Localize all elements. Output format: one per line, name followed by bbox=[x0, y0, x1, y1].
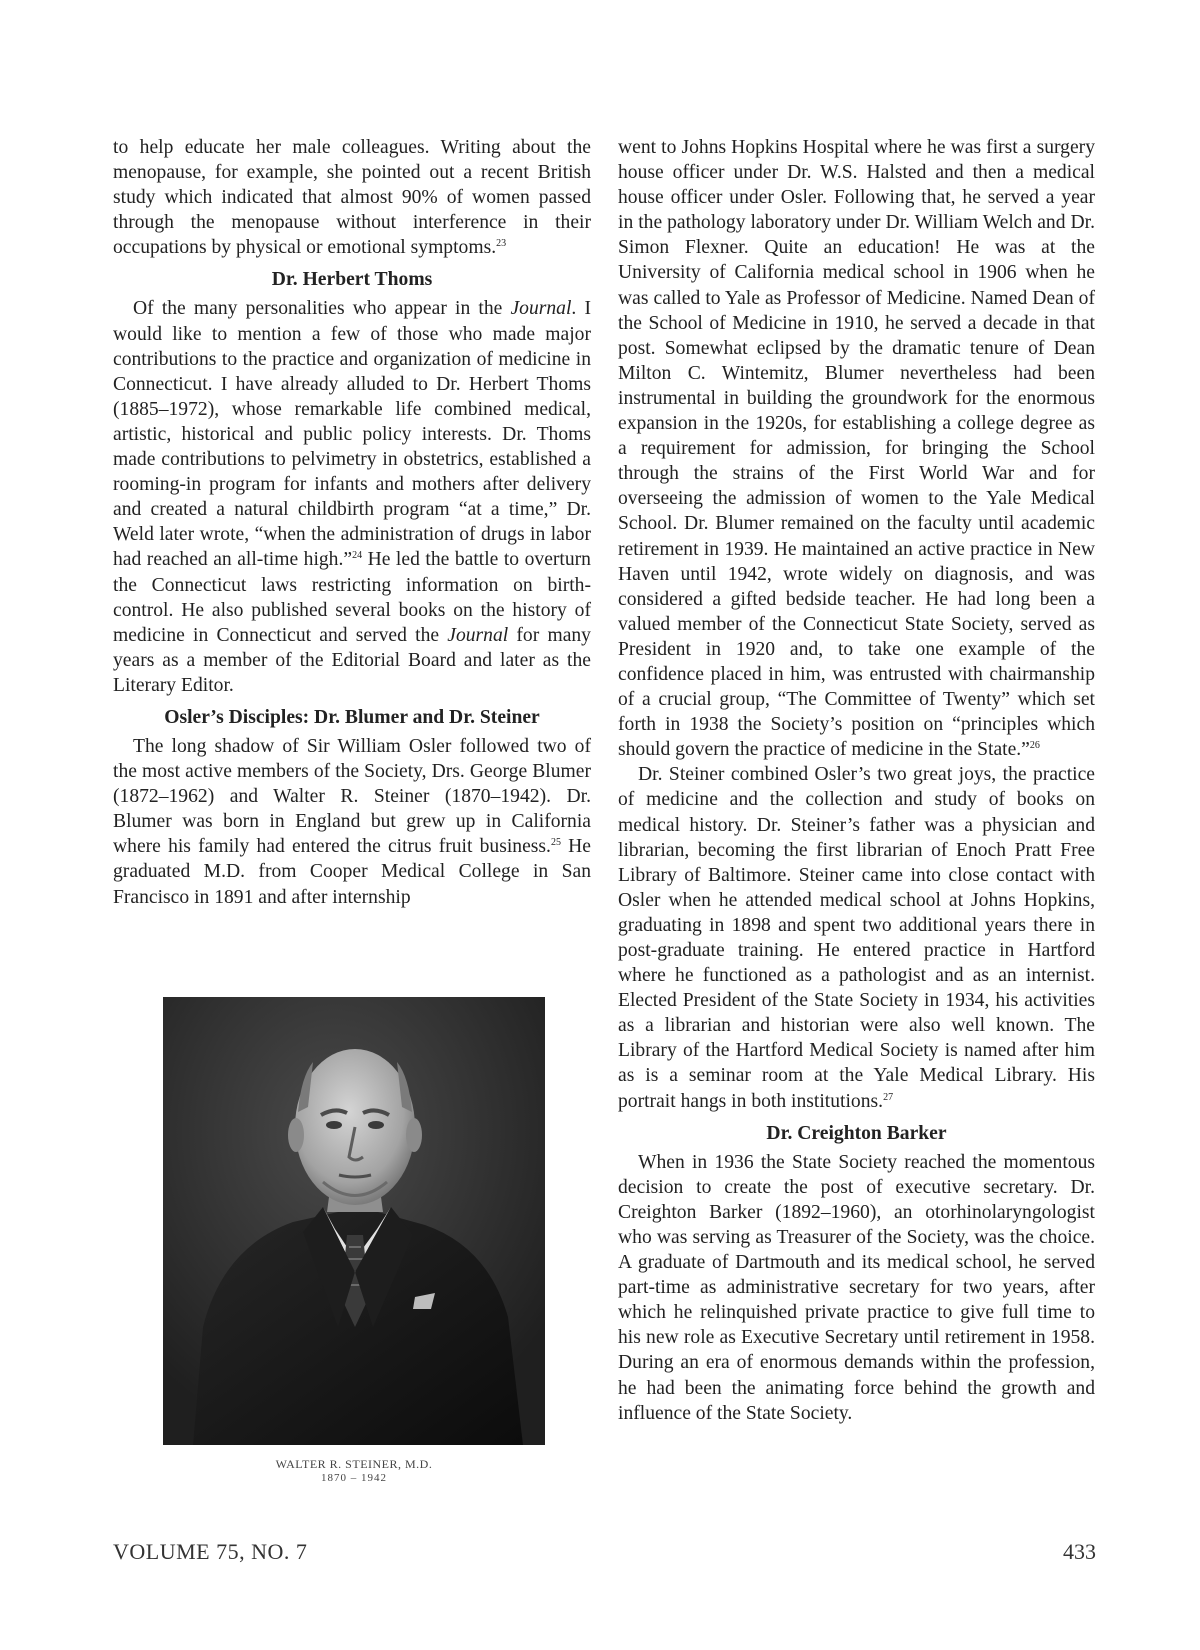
left-ear bbox=[288, 1118, 304, 1152]
heading-oslers-disciples: Osler’s Disciples: Dr. Blumer and Dr. Steiner bbox=[164, 706, 540, 728]
left-eye bbox=[326, 1121, 342, 1129]
footnote-ref-27: 27 bbox=[883, 1091, 894, 1103]
right-eye bbox=[368, 1121, 384, 1129]
right-column bbox=[618, 135, 1095, 1426]
caption-dates: 1870 – 1942 bbox=[321, 1472, 387, 1484]
portrait-caption bbox=[163, 1457, 545, 1485]
heading-herbert-thoms: Dr. Herbert Thoms bbox=[271, 269, 433, 291]
footnote-ref-24: 24 bbox=[352, 550, 363, 562]
portrait-drawing bbox=[163, 997, 545, 1445]
paragraph-osler-shadow: The long shadow of Sir William Osler followed two of the most active members of the Society, Drs. George Blumer (1872–1962) and Walter R. Steiner (1870–1942). Dr. Blumer was born in England but grew up in California where his family had entered the citrus fruit business.$^{25}$ He graduated M.D. from Cooper Medical College in San Francisco in 1891 and after internship bbox=[113, 735, 592, 908]
portrait-figure bbox=[163, 997, 545, 1485]
paragraph-barker: When in 1936 the State Society reached the momentous decision to create the post of executive secretary. Dr. Creighton Barker (1892–1960), an otorhinolaryngologist who was serving as Treasurer of the Society, was the choice. A graduate of Dartmouth and its medical school, he served part-time as administrative secretary for two years, after which he relinquished private practice to give full time to his new role as Executive Secretary until retirement in 1958. During an era of enormous demands within the profession, he had been the animating force behind the growth and influence of the State Society. bbox=[618, 1151, 1095, 1424]
footnote-ref-26: 26 bbox=[1029, 740, 1040, 752]
paragraph-steiner: Dr. Steiner combined Osler’s two great joys, the practice of medicine and the collection and study of books on medical history. Dr. Steiner’s father was a physician and librarian, becoming the first librarian of Enoch Pratt Free Library of Baltimore. Steiner came into close contact with Osler when he attended medical school at Johns Hopkins, graduating in 1898 and spent two additional years there in post-graduate training. He entered practice in Hartford where he functioned as a pathologist and as an internist. Elected President of the State Society in 1934, his activities as a librarian and historian were also well known. The Library of the Hartford Medical Society is named after him as is a seminar room at the Yale Medical Library. His portrait hangs in both institutions.$^{27}$ bbox=[618, 764, 1095, 1112]
right-ear bbox=[406, 1118, 422, 1152]
paragraph-blumer-career: went to Johns Hopkins Hospital where he was first a surgery house officer under Dr. W.S. Halsted and then a medical house officer under Osler. Following that, he served a year in the pathology laboratory under Dr. William Welch and Dr. Simon Flexner. Quite an education! He was at the University of California medical school in 1906 when he was called to Yale as Professor of Medicine. Named Dean of the School of Medicine in 1910, he served a decade in that post. Somewhat eclipsed by the dramatic tenure of Dean Milton C. Wintemitz, Blumer nevertheless had been instrumental in building the groundwork for the enormous expansion in the 1920s, for establishing a college degree as a requirement for admission, for bringing the School through the strains of the First World War and for overseeing the admission of women to the Yale Medical School. Dr. Blumer remained on the faculty until academic retirement in 1939. He maintained an active practice in New Haven until 1942, wrote widely on diagnosis, and was considered a gifted bedside teacher. He had long been a valued member of the Connecticut State Society, served as President in 1920 and, to take one example of the confidence placed in him, was entrusted with chairmanship of a crucial group, “The Committee of Twenty” which set forth in 1938 the Society’s position on “principles which should govern the practice of medicine in the State.”$^{26}$ bbox=[618, 137, 1095, 761]
page-number: 433 bbox=[1063, 1539, 1096, 1564]
heading-creighton-barker: Dr. Creighton Barker bbox=[766, 1122, 947, 1144]
volume-footer: VOLUME 75, NO. 7 bbox=[113, 1539, 308, 1564]
paragraph-thoms: Of the many personalities who appear in the Journal. I would like to mention a few of those who made major contributions to the practice and organization of medicine in Connecticut. I have already alluded to Dr. Herbert Thoms (1885–1972), whose remarkable life combined medical, artistic, historical and public policy interests. Dr. Thoms made contributions to pelvimetry in obstetrics, established a rooming-in program for infants and mothers after delivery and created a natural childbirth program “at a time,” Dr. Weld later wrote, “when the administration of drugs in labor had reached an all-time high.”$^{24}$ He led the battle to overturn the Connecticut laws restricting information on birth-control. He also published several books on the history of medicine in Connecticut and served the Journal for many years as a member of the Editorial Board and later as the Literary Editor. bbox=[113, 298, 591, 696]
footnote-ref-23: 23 bbox=[496, 238, 507, 250]
portrait-photo bbox=[163, 997, 545, 1445]
caption-name: WALTER R. STEINER, M.D. bbox=[275, 1457, 433, 1471]
left-column bbox=[113, 135, 591, 910]
footnote-ref-25: 25 bbox=[550, 837, 561, 849]
paragraph-menopause: to help educate her male colleagues. Writing about the menopause, for example, she pointed out a recent British study which indicated that almost 90% of women passed through the menopause without interference in their occupations by physical or emotional symptoms.$^{23}$ bbox=[113, 137, 591, 259]
